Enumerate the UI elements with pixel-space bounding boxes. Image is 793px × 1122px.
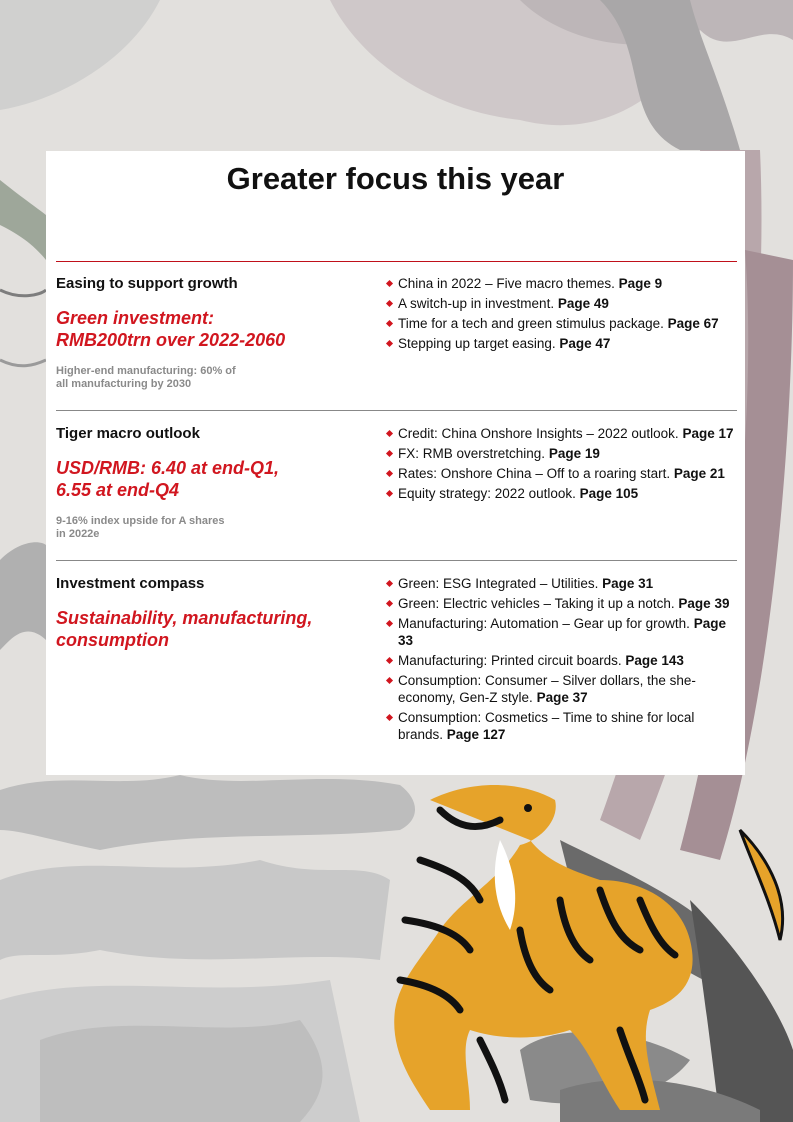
reading-item[interactable]: Time for a tech and green stimulus package. Page 67 bbox=[386, 315, 738, 332]
section-highlight: Green investment: RMB200trn over 2022-2060 bbox=[56, 308, 286, 350]
content-card bbox=[46, 151, 745, 775]
reading-item[interactable]: Stepping up target easing. Page 47 bbox=[386, 335, 738, 352]
page-reference: Page 67 bbox=[667, 316, 719, 331]
page-reference: Page 33 bbox=[398, 616, 726, 648]
bullet-diamond-icon bbox=[386, 580, 393, 587]
bullet-diamond-icon bbox=[386, 470, 393, 477]
reading-item[interactable]: Green: ESG Integrated – Utilities. Page 31 bbox=[386, 575, 738, 592]
reading-item[interactable]: Credit: China Onshore Insights – 2022 outlook. Page 17 bbox=[386, 425, 738, 442]
reading-item[interactable]: Consumption: Consumer – Silver dollars, the she-economy, Gen-Z style. Page 37 bbox=[386, 672, 738, 706]
section-divider bbox=[56, 410, 737, 411]
page-reference: Page 49 bbox=[557, 296, 609, 311]
page-reference: Page 127 bbox=[446, 727, 506, 742]
page-reference: Page 37 bbox=[536, 690, 588, 705]
bullet-diamond-icon bbox=[386, 657, 393, 664]
page-reference: Page 19 bbox=[548, 446, 600, 461]
reading-item[interactable]: China in 2022 – Five macro themes. Page 9 bbox=[386, 275, 738, 292]
reading-item[interactable]: Green: Electric vehicles – Taking it up a notch. Page 39 bbox=[386, 595, 738, 612]
section-reading-list bbox=[386, 575, 738, 746]
reading-item[interactable]: Manufacturing: Printed circuit boards. Page 143 bbox=[386, 652, 738, 669]
bullet-diamond-icon bbox=[386, 714, 393, 721]
reading-item[interactable]: Consumption: Cosmetics – Time to shine for local brands. Page 127 bbox=[386, 709, 738, 743]
title-divider bbox=[56, 261, 737, 262]
bullet-diamond-icon bbox=[386, 300, 393, 307]
reading-item[interactable]: Rates: Onshore China – Off to a roaring start. Page 21 bbox=[386, 465, 738, 482]
section-reading-list bbox=[386, 275, 738, 355]
reading-item[interactable]: FX: RMB overstretching. Page 19 bbox=[386, 445, 738, 462]
page-reference: Page 31 bbox=[602, 576, 654, 591]
page-reference: Page 9 bbox=[618, 276, 663, 291]
section-summary bbox=[56, 425, 356, 541]
bullet-diamond-icon bbox=[386, 490, 393, 497]
reading-item[interactable]: Manufacturing: Automation – Gear up for growth. Page 33 bbox=[386, 615, 738, 649]
section-highlight: USD/RMB: 6.40 at end-Q1, 6.55 at end-Q4 bbox=[56, 458, 280, 500]
page-reference: Page 17 bbox=[682, 426, 734, 441]
bullet-diamond-icon bbox=[386, 677, 393, 684]
page-reference: Page 21 bbox=[673, 466, 725, 481]
reading-item[interactable]: A switch-up in investment. Page 49 bbox=[386, 295, 738, 312]
section-heading: Tiger macro outlook bbox=[56, 425, 200, 442]
bullet-diamond-icon bbox=[386, 430, 393, 437]
section-highlight: Sustainability, manufacturing, consumption bbox=[56, 608, 313, 650]
bullet-diamond-icon bbox=[386, 620, 393, 627]
section-heading: Easing to support growth bbox=[56, 275, 238, 292]
page-reference: Page 47 bbox=[559, 336, 611, 351]
section-summary bbox=[56, 575, 356, 651]
page-title: Greater focus this year bbox=[226, 161, 565, 196]
page-reference: Page 143 bbox=[625, 653, 684, 668]
bullet-diamond-icon bbox=[386, 320, 393, 327]
page-reference: Page 39 bbox=[678, 596, 730, 611]
bullet-diamond-icon bbox=[386, 280, 393, 287]
section-reading-list bbox=[386, 425, 738, 505]
page-reference: Page 105 bbox=[579, 486, 639, 501]
reading-item[interactable]: Equity strategy: 2022 outlook. Page 105 bbox=[386, 485, 738, 502]
section-note: Higher-end manufacturing: 60% of all manufacturing by 2030 bbox=[56, 365, 236, 390]
section-divider bbox=[56, 560, 737, 561]
bullet-diamond-icon bbox=[386, 600, 393, 607]
section-note: 9-16% index upside for A shares in 2022e bbox=[56, 515, 225, 540]
bullet-diamond-icon bbox=[386, 340, 393, 347]
section-heading: Investment compass bbox=[56, 575, 205, 592]
bullet-diamond-icon bbox=[386, 450, 393, 457]
section-summary bbox=[56, 275, 356, 391]
